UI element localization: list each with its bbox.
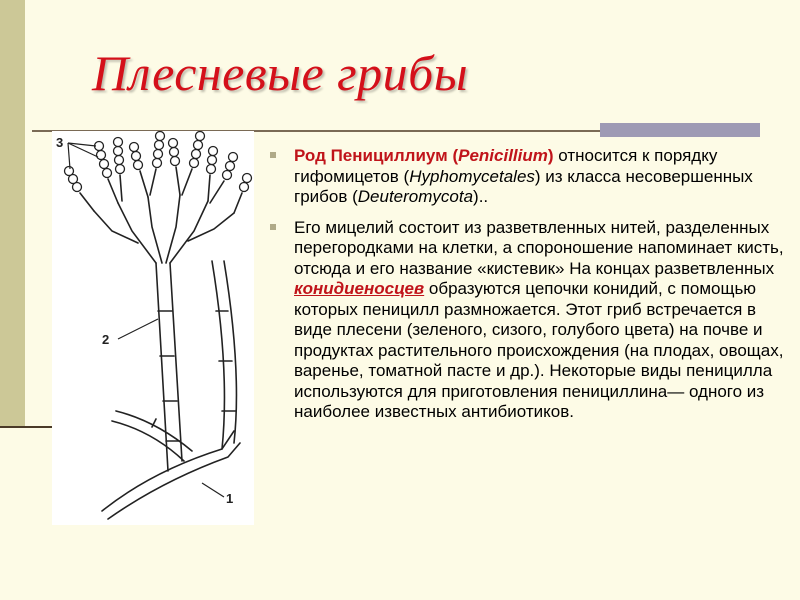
figure-label-1: 1 — [226, 491, 234, 506]
left-accent-line — [0, 426, 52, 428]
left-accent-band — [0, 0, 25, 428]
title-divider-accent — [600, 123, 760, 137]
bullet-icon — [270, 152, 276, 158]
paragraph1-text-1: относится к порядку гифомицетов ( — [294, 146, 718, 186]
term-conidiophores: конидиеносцев — [294, 279, 425, 298]
order-latin: Hyphomycetales — [409, 166, 535, 186]
paragraph-mycelium — [268, 218, 796, 423]
penicillium-illustration — [52, 131, 254, 525]
bullet-icon — [270, 224, 276, 230]
genus-latin: Penicillium — [458, 146, 548, 165]
paragraph1-text-3: ).. — [473, 187, 489, 206]
text-content — [268, 146, 796, 433]
figure-label-2: 2 — [102, 332, 110, 347]
penicillium-drawing — [52, 131, 254, 525]
genus-close: ) — [547, 146, 554, 165]
slide-title: Плесневые грибы — [92, 45, 469, 101]
class-latin: Deuteromycota — [357, 187, 474, 206]
paragraph1-text-2: ) из класса несовершенных грибов ( — [294, 166, 753, 206]
figure-label-3: 3 — [56, 135, 64, 150]
genus-name: Род Пенициллиум ( — [294, 146, 459, 165]
paragraph2-text-2: образуются цепочки конидий, с помощью которых пеницилл размножается. Этот гриб встречается в виде плесени (зеленого, сизого, голубого цвета) на почве и продуктах растительного происхождения (на плодах, овощах, варенье, томатной пасте и др.). Некоторые виды пеницилла используются для приготовления пенициллина— одного из наиболее известных антибиотиков. — [294, 279, 784, 421]
paragraph-genus — [268, 146, 796, 208]
paragraph2-text-1: Его мицелий состоит из разветвленных нитей, разделенных перегородками на клетки, а спороношение напоминает кисть, отсюда и его название «кистевик» На концах разветвленных — [294, 217, 784, 278]
